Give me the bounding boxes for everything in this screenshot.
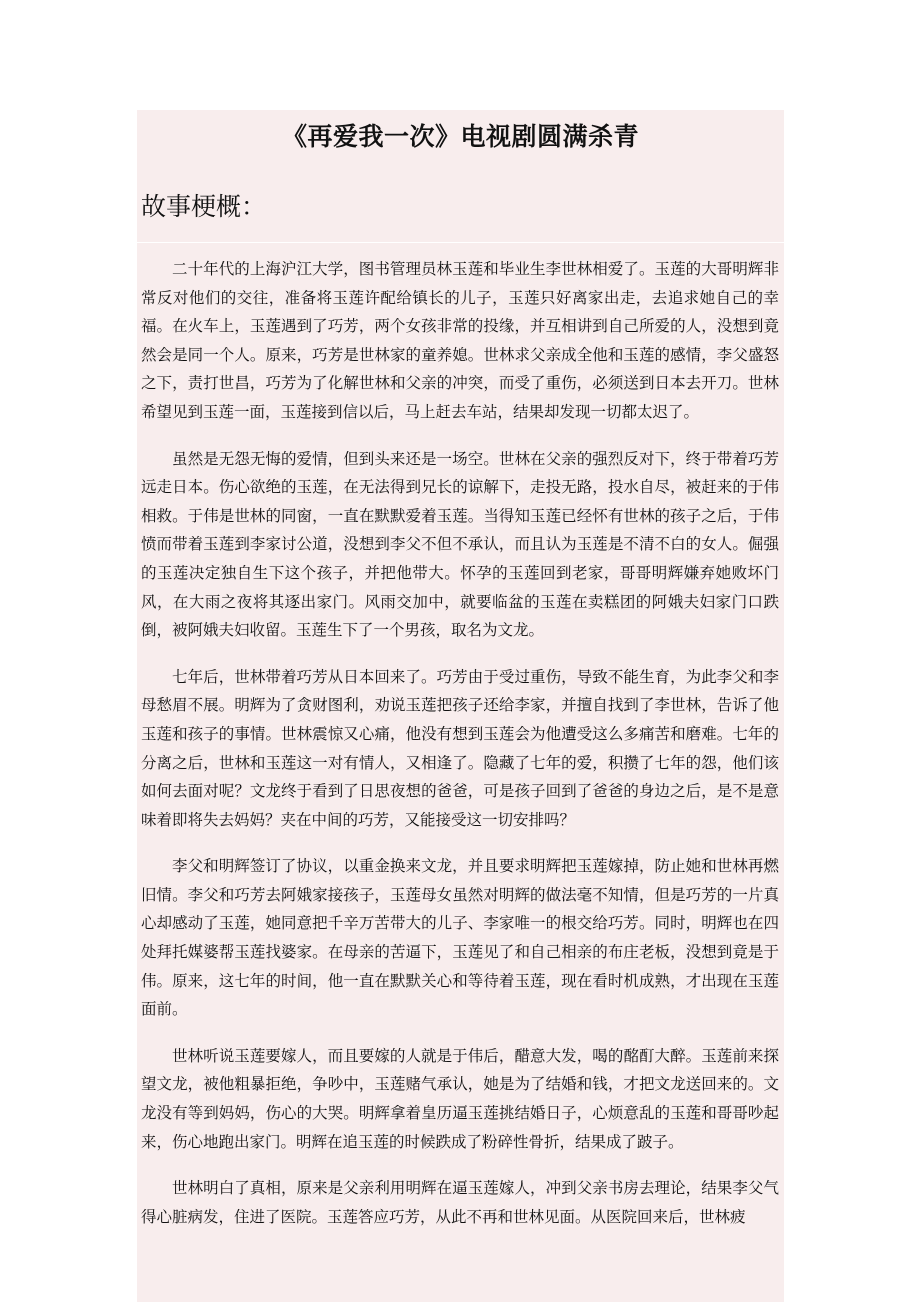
paragraph: 世林听说玉莲要嫁人，而且要嫁的人就是于伟后，醋意大发，喝的酩酊大醉。玉莲前来探望文龙，被他粗暴拒绝，争吵中，玉莲赌气承认，她是为了结婚和钱，才把文龙送回来的。文龙没有等到妈妈，伤心的大哭。明辉拿着皇历逼玉莲挑结婚日子，心烦意乱的玉莲和哥哥吵起来，伤心地跑出家门。明辉在追玉莲的时候跌成了粉碎性骨折，结果成了跛子。 [141, 1046, 779, 1151]
paragraph: 二十年代的上海沪江大学，图书管理员林玉莲和毕业生李世林相爱了。玉莲的大哥明辉非常反对他们的交往，准备将玉莲许配给镇长的儿子，玉莲只好离家出走，去追求她自己的幸福。在火车上，玉莲遇到了巧芳，两个女孩非常的投缘，并互相讲到自己所爱的人，没想到竟然会是同一个人。原来，巧芳是世林家的童养媳。世林求父亲成全他和玉莲的感情，李父盛怒之下，责打世昌，巧芳为了化解世林和父亲的冲突，而受了重伤，必须送到日本去开刀。世林希望见到玉莲一面，玉莲接到信以后，马上赶去车站，结果却发现一切都太迟了。 [141, 260, 779, 421]
document-body [141, 255, 779, 1249]
paragraph: 世林明白了真相，原来是父亲利用明辉在逼玉莲嫁人，冲到父亲书房去理论，结果李父气得心脏病发，住进了医院。玉莲答应巧芳，从此不再和世林见面。从医院回来后，世林疲 [141, 1179, 779, 1226]
page-title: 《再爱我一次》电视剧圆满杀青 [281, 122, 639, 151]
paragraph: 李父和明辉签订了协议，以重金换来文龙，并且要求明辉把玉莲嫁掉，防止她和世林再燃旧情。李父和巧芳去阿娥家接孩子，玉莲母女虽然对明辉的做法毫不知情，但是巧芳的一片真心却感动了玉莲，她同意把千辛万苦带大的儿子、李家唯一的根交给巧芳。同时，明辉也在四处拜托媒婆帮玉莲找婆家。在母亲的苦逼下，玉莲见了和自己相亲的布庄老板，没想到竟是于伟。原来，这七年的时间，他一直在默默关心和等待着玉莲，现在看时机成熟，才出现在玉莲面前。 [141, 857, 779, 1019]
paragraph: 虽然是无怨无悔的爱情，但到头来还是一场空。世林在父亲的强烈反对下，终于带着巧芳远走日本。伤心欲绝的玉莲，在无法得到兄长的谅解下，走投无路，投水自尽，被赶来的于伟相救。于伟是世林的同窗，一直在默默爱着玉莲。当得知玉莲已经怀有世林的孩子之后，于伟愤而带着玉莲到李家讨公道，没想到李父不但不承认，而且认为玉莲是不清不白的女人。倔强的玉莲决定独自生下这个孩子，并把他带大。怀孕的玉莲回到老家，哥哥明辉嫌弃她败坏门风，在大雨之夜将其逐出家门。风雨交加中，就要临盆的玉莲在卖糕团的阿娥夫妇家门口跌倒，被阿娥夫妇收留。玉莲生下了一个男孩，取名为文龙。 [141, 449, 779, 640]
section-heading: 故事梗概： [141, 192, 267, 221]
paragraph: 七年后，世林带着巧芳从日本回来了。巧芳由于受过重伤，导致不能生育，为此李父和李母愁眉不展。明辉为了贪财图利，劝说玉莲把孩子还给李家，并擅自找到了李世林，告诉了他玉莲和孩子的事情。世林震惊又心痛，他没有想到玉莲会为他遭受这么多痛苦和磨难。七年的分离之后，世林和玉莲这一对有情人，又相逢了。隐藏了七年的爱，积攒了七年的怨，他们该如何去面对呢？文龙终于看到了日思夜想的爸爸，可是孩子回到了爸爸的身边之后，是不是意味着即将失去妈妈？夹在中间的巧芳，又能接受这一切安排吗？ [141, 667, 779, 829]
document-page [137, 110, 784, 1302]
section-divider [137, 242, 784, 243]
